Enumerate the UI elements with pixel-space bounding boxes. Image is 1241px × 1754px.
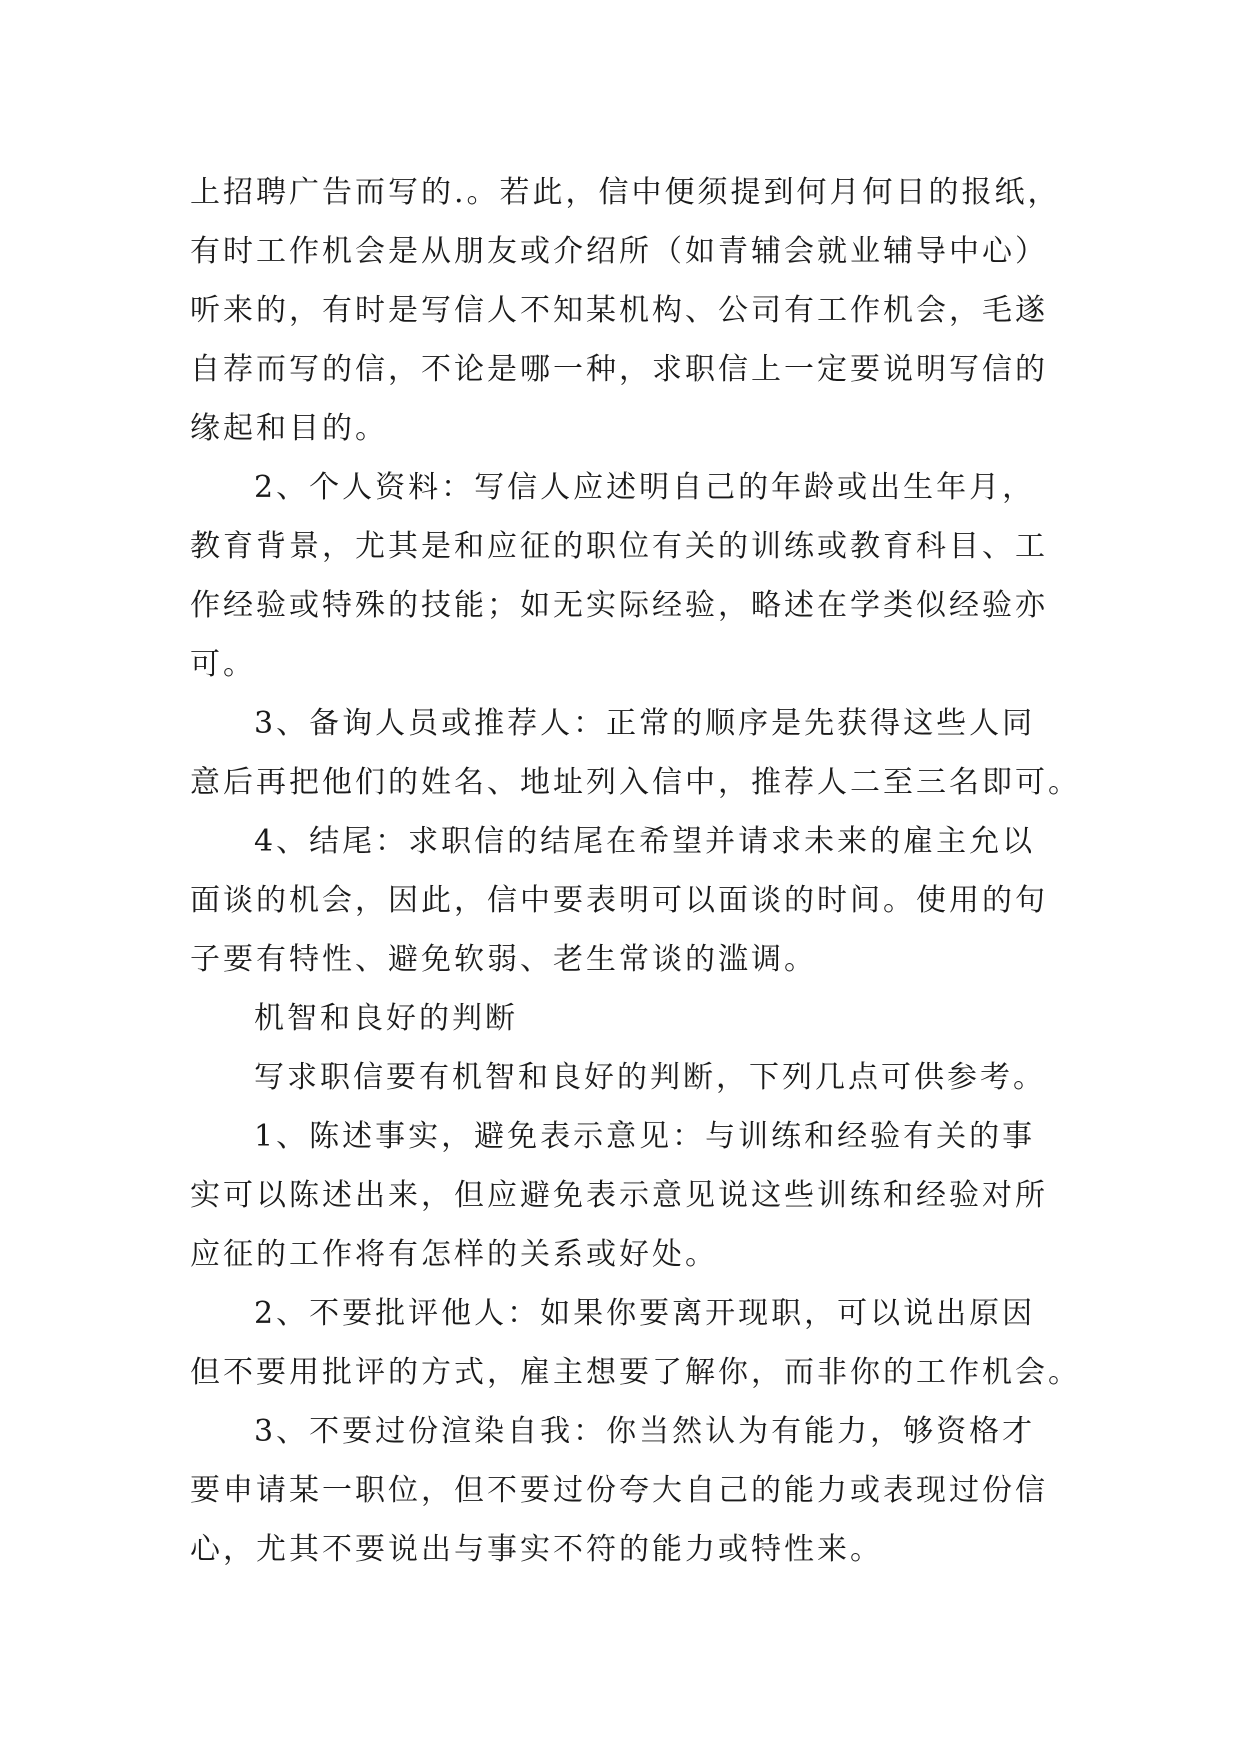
text-line: 上招聘广告而写的.。若此，信中便须提到何月何日的报纸，: [190, 175, 1061, 210]
text-line: 意后再把他们的姓名、地址列入信中，推荐人二至三名即可。: [190, 765, 1081, 800]
text-line: 3、不要过份渲染自我：你当然认为有能力，够资格才: [254, 1414, 1036, 1449]
text-line: 子要有特性、避免软弱、老生常谈的滥调。: [190, 942, 817, 977]
text-line: 实可以陈述出来，但应避免表示意见说这些训练和经验对所: [190, 1178, 1048, 1213]
text-line: 自荐而写的信，不论是哪一种，求职信上一定要说明写信的: [190, 352, 1048, 387]
text-line: 心，尤其不要说出与事实不符的能力或特性来。: [190, 1532, 883, 1567]
text-line: 写求职信要有机智和良好的判断，下列几点可供参考。: [254, 1060, 1046, 1095]
document-body: [190, 163, 1081, 1579]
text-line: 缘起和目的。: [190, 411, 388, 446]
section-heading: 机智和良好的判断: [254, 1001, 518, 1036]
text-line: 教育背景，尤其是和应征的职位有关的训练或教育科目、工: [190, 529, 1048, 564]
text-line: 作经验或特殊的技能；如无实际经验，略述在学类似经验亦: [190, 588, 1048, 623]
text-line: 1、陈述事实，避免表示意见：与训练和经验有关的事: [254, 1119, 1036, 1154]
text-line: 要申请某一职位，但不要过份夸大自己的能力或表现过份信: [190, 1473, 1048, 1508]
text-line: 听来的，有时是写信人不知某机构、公司有工作机会，毛遂: [190, 293, 1048, 328]
text-line: 2、不要批评他人：如果你要离开现职，可以说出原因: [254, 1296, 1036, 1331]
text-line: 4、结尾：求职信的结尾在希望并请求未来的雇主允以: [254, 824, 1036, 859]
text-line: 3、备询人员或推荐人：正常的顺序是先获得这些人同: [254, 706, 1036, 741]
text-line: 可。: [190, 647, 256, 682]
text-line: 2、个人资料：写信人应述明自己的年龄或出生年月，: [254, 470, 1036, 505]
text-line: 有时工作机会是从朋友或介绍所（如青辅会就业辅导中心）: [190, 234, 1048, 269]
text-line: 应征的工作将有怎样的关系或好处。: [190, 1237, 718, 1272]
text-line: 但不要用批评的方式，雇主想要了解你，而非你的工作机会。: [190, 1355, 1081, 1390]
text-line: 面谈的机会，因此，信中要表明可以面谈的时间。使用的句: [190, 883, 1048, 918]
